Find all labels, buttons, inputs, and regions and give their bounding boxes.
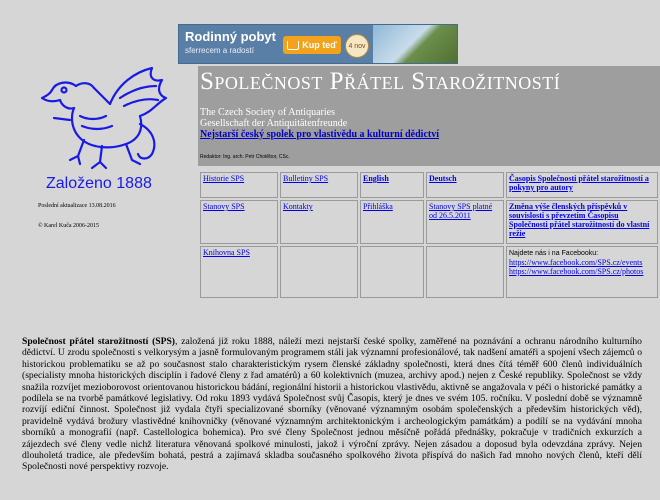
statutes-date-link[interactable]: Stanovy SPS platné od 26.5.2011 [429, 202, 493, 220]
nav-links-table [198, 170, 660, 300]
nav-cell-empty [426, 246, 504, 298]
nav-cell-empty [360, 246, 424, 298]
subtitle-english: The Czech Society of Antiquaries [200, 107, 335, 118]
article-text: , založená již roku 1888, náleží mezi nejstarší české spolky, zaměřené na poznávání a ochranu národního kulturního dědictví. U zrodu společnosti s velkorysým a jasně formulovaným programem stáli jak významní profesionálové, tak nadšení amatéři a spojení všech zájemců o historickou problematiku se až po současnost stalo charakteristickým rysem členské základny společnosti, která dnes čítá téměř 600 členů individuálních (specialisty mnoha historických disciplín i řadové členy z řad amatérů) a 60 kolektivních (muzea, archivy apod.) nejen z České republiky. Společnost se vždy snažila rozvíjet mezioborovost orientovanou historickou bádání, regionální historii a historickou vlastivědu, aktivně se angažovala v péči o historické památky a podílela se na tvorbě památkové legislativy. Od roku 1893 vydává Společnost svůj Časopis, který je dnes ve svém 105. ročníku. V poslední době se významně rozvíjí ediční činnost. Společnost již vydala čtyři specializované sborníky (věnované významným osobám společenských a především historických věd), pravidelně vydává brožury vlastivědné knihovničky (věnované významným architektonickým i archeologickým památkám) a podílí se na vydávání mnoha sborníků a monografií (např. Castellologica bohemica). Pro své členy Společnost jednou měsíčně pořádá přednášky, pokračuje v tradičních exkurzích a zájezdech své členy vedle nichž literatura věnovaná spolkové minulosti, jakož i výroční zprávy. Nejen zásadou a doposud byla odevzdána zprávy. Nejen dlouholetá tradice, ale především bohatá, pestrá a zajímavá skladba současného spolkového života přispívá do našich řad mnoho nových členů, kteří dělí Společnosti nové perspektivy rozvoje. [22, 336, 642, 473]
ad-title: Rodinný pobyt [185, 29, 276, 44]
motto-link[interactable]: Nejstarší český spolek pro vlastivědu a kulturní dědictví [200, 129, 439, 140]
nav-cell [360, 172, 424, 198]
nav-cell [506, 200, 658, 244]
fees-change-link[interactable]: Změna výše členských příspěvků v souvislosti s převzetím Časopisu Společnosti přátel starožitností do vlastní režie [509, 202, 650, 238]
cart-icon [287, 41, 299, 50]
ad-buy-button[interactable] [283, 36, 341, 54]
facebook-label: Najdete nás i na Facebooku: [509, 250, 599, 257]
deutsch-link[interactable]: Deutsch [429, 174, 457, 183]
nav-cell [360, 200, 424, 244]
nav-cell [426, 200, 504, 244]
nav-cell [280, 200, 358, 244]
journal-link[interactable]: Časopis Společnosti přátel starožitností a pokyny pro autory [509, 174, 649, 192]
facebook-cell [506, 246, 658, 298]
ad-photo [373, 25, 458, 64]
ad-buy-label: Kup teď [302, 40, 337, 50]
site-title: Společnost Přátel Starožitností [200, 68, 561, 95]
application-link[interactable]: Přihláška [363, 202, 393, 211]
nav-cell [200, 246, 278, 298]
ad-banner[interactable] [178, 24, 458, 64]
facebook-events-link[interactable]: https://www.facebook.com/SPS.cz/events [509, 258, 643, 267]
last-update-text: Poslední aktualizace 13.08.2016 [38, 203, 116, 209]
ad-badge: 4 nov [345, 34, 369, 58]
nav-cell [506, 172, 658, 198]
library-link[interactable]: Knihovna SPS [203, 248, 250, 257]
article-lead: Společnost přátel starožitností (SPS) [22, 336, 175, 347]
contacts-link[interactable]: Kontakty [283, 202, 313, 211]
statutes-link[interactable]: Stanovy SPS [203, 202, 245, 211]
nav-cell-empty [280, 246, 358, 298]
ad-subtitle: sferrecem a radostí [185, 46, 254, 55]
founded-label: Založeno 1888 [46, 175, 152, 192]
site-header [198, 66, 660, 166]
editor-text: Redaktor: Ing. arch. Petr Chotěbor, CSc. [200, 154, 290, 160]
history-link[interactable]: Historie SPS [203, 174, 245, 183]
subtitle-german: Gesellschaft der Antiquitätenfreunde [200, 118, 348, 129]
intro-article [22, 336, 642, 473]
english-link[interactable]: English [363, 174, 389, 183]
facebook-photos-link[interactable]: https://www.facebook.com/SPS.cz/photos [509, 267, 644, 276]
bulletin-link[interactable]: Bulletiny SPS [283, 174, 329, 183]
griffin-logo-icon [40, 64, 170, 172]
nav-cell [426, 172, 504, 198]
nav-cell [280, 172, 358, 198]
copyright-text: © Karel Kuča 2006-2015 [38, 223, 100, 229]
nav-cell [200, 200, 278, 244]
nav-cell [200, 172, 278, 198]
